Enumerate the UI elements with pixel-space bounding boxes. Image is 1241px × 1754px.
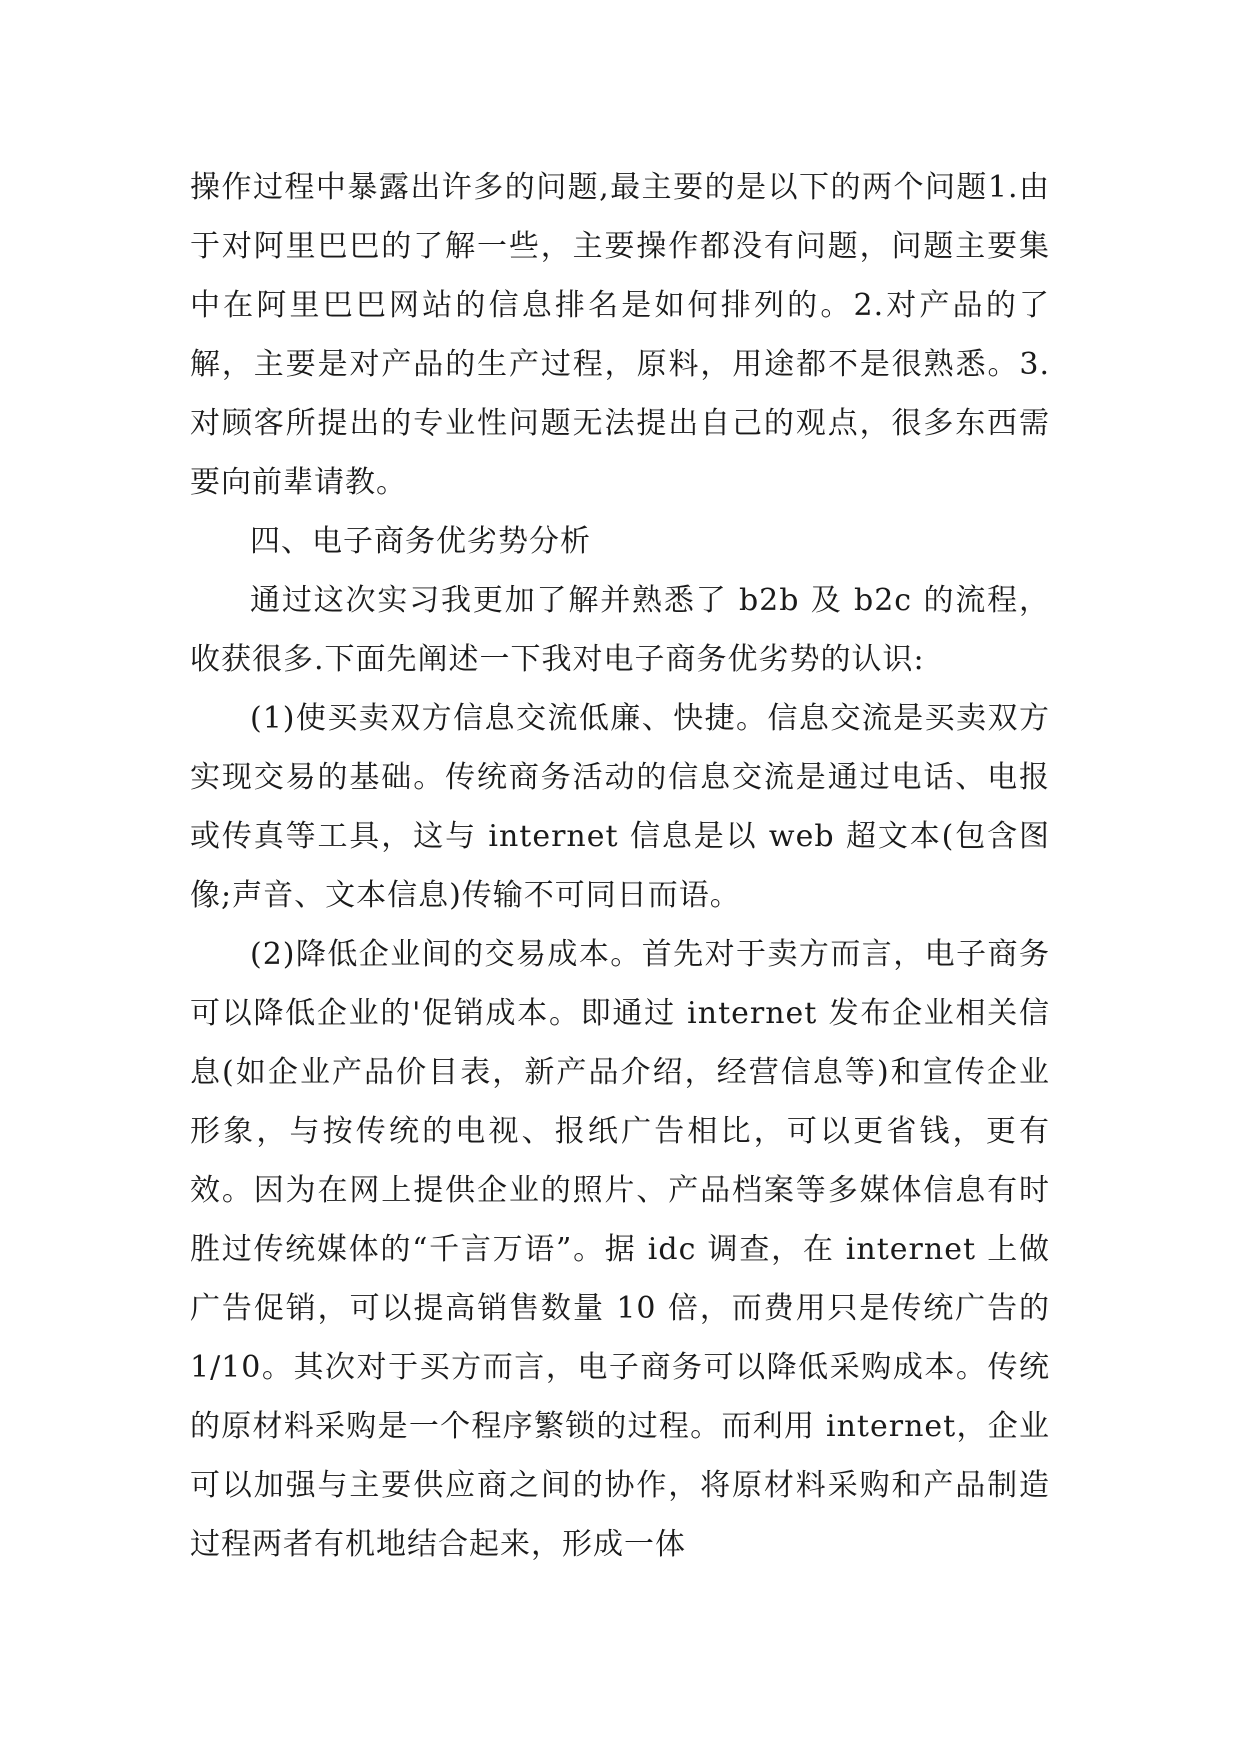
document-body: [190, 158, 1050, 1574]
paragraph-point-1: (1)使买卖双方信息交流低廉、快捷。信息交流是买卖双方实现交易的基础。传统商务活动的信息交流是通过电话、电报或传真等工具，这与 internet 信息是以 web 超文本(包含图像;声音、文本信息)传输不可同日而语。: [190, 701, 1050, 913]
paragraph-issues: 操作过程中暴露出许多的问题,最主要的是以下的两个问题1.由于对阿里巴巴的了解一些，主要操作都没有问题，问题主要集中在阿里巴巴网站的信息排名是如何排列的。2.对产品的了解，主要是对产品的生产过程，原料，用途都不是很熟悉。3.对顾客所提出的专业性问题无法提出自己的观点，很多东西需要向前辈请教。: [190, 170, 1050, 500]
paragraph-intro: 通过这次实习我更加了解并熟悉了 b2b 及 b2c 的流程，收获很多.下面先阐述一下我对电子商务优劣势的认识:: [190, 583, 1050, 677]
paragraph-point-2: (2)降低企业间的交易成本。首先对于卖方而言，电子商务可以降低企业的'促销成本。即通过 internet 发布企业相关信息(如企业产品价目表，新产品介绍，经营信息等)和宣传企业形象，与按传统的电视、报纸广告相比，可以更省钱，更有效。因为在网上提供企业的照片、产品档案等多媒体信息有时胜过传统媒体的“千言万语”。据 idc 调查，在 internet 上做广告促销，可以提高销售数量 10 倍，而费用只是传统广告的 1/10。其次对于买方而言，电子商务可以降低采购成本。传统的原材料采购是一个程序繁锁的过程。而利用 internet，企业可以加强与主要供应商之间的协作，将原材料采购和产品制造过程两者有机地结合起来，形成一体: [190, 937, 1050, 1562]
section-heading: 四、电子商务优劣势分析: [250, 524, 591, 559]
